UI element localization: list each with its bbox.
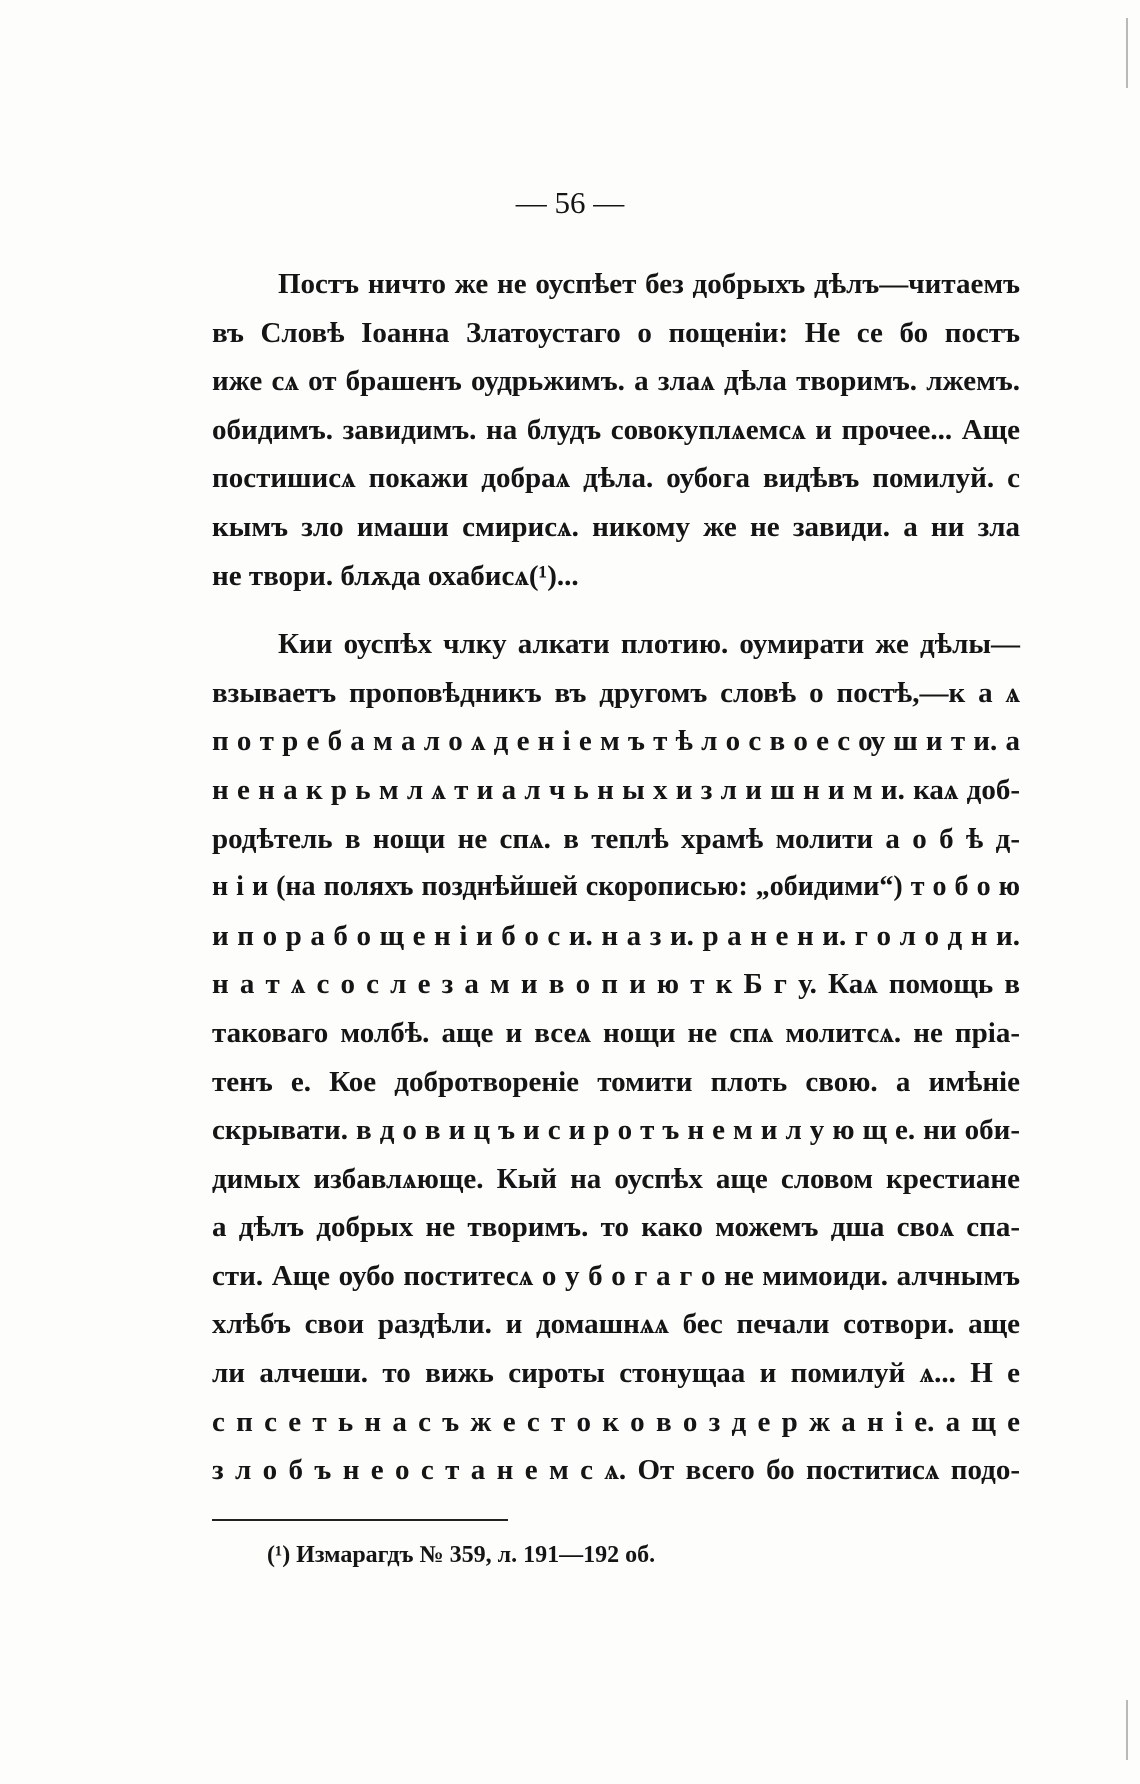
text-line: н а т ѧ с о с л е з а м и в о п и ю т к Б г у. Каѧ помощь в — [212, 968, 1020, 1001]
text-line: з л о б ъ н е о с т а н е м с ѧ. От всего бо поститисѧ подо- — [212, 1454, 1020, 1487]
text-line: п о т р е б а м а л о ѧ д е н і е м ъ т ѣ л о с в о е с ѹ ш и т и. а — [212, 725, 1020, 758]
text-line: ли алчеши. то вижь сироты стонущаа и помилуй ѧ... Н е — [212, 1357, 1020, 1390]
text-line: н е н а к р ь м л ѧ т и а л ч ь н ы х и з л и ш н и м и. каѧ доб- — [212, 773, 1020, 806]
text-line: родѣтель в нощи не спѧ. в теплѣ храмѣ молити а о б ѣ д- — [212, 822, 1020, 855]
footnote: (¹) Измарагдъ № 359, л. 191—192 об. — [267, 1542, 656, 1568]
text-line: а дѣлъ добрых не творимъ. то како можемъ дша своѧ спа- — [212, 1211, 1020, 1244]
text-line: обидимъ. завидимъ. на блудъ совокуплѧемсѧ и прочее... Аще — [212, 413, 1020, 446]
text-line: сти. Аще оубо поститесѧ о у б о г а г о не мимоиди. алчнымъ — [212, 1259, 1020, 1292]
text-line: постишисѧ покажи добраѧ дѣла. оубога видѣвъ помилуй. с — [212, 462, 1020, 495]
text-line: Постъ ничто же не оуспѣет без добрыхъ дѣлъ—читаемъ — [278, 268, 1020, 300]
page-number: — 56 — — [515, 185, 625, 220]
text-line: скрывати. в д о в и ц ъ и с и р о т ъ н е м и л у ю щ е. ни оби- — [212, 1114, 1020, 1147]
text-line: кымъ зло имаши смирисѧ. никому же не завиди. а ни зла — [212, 510, 1020, 543]
text-line: взываетъ проповѣдникъ въ другомъ словѣ о постѣ,—к а ѧ — [212, 676, 1020, 709]
footnote-rule — [212, 1519, 508, 1521]
text-line: тенъ е. Кое добротвореніе томити плоть свою. а имѣніе — [212, 1065, 1020, 1098]
scan-edge-mark — [1126, 1700, 1128, 1760]
text-line: Кии оуспѣх члку алкати плотию. оумирати же дѣлы— — [278, 628, 1020, 661]
text-line: н і и (на поляхъ позднѣйшей скорописью: „обидими“) т о б о ю — [212, 871, 1020, 903]
text-line: иже сѧ от брашенъ оудрьжимъ. а злаѧ дѣла творимъ. лжемъ. — [212, 365, 1020, 398]
text-line: с п с е т ь н а с ъ ж е с т о к о в о з д е р ж а н і е. а щ е — [212, 1405, 1020, 1438]
text-line: въ Словѣ Іоанна Златоустаго о пощеніи: Не се бо постъ — [212, 316, 1020, 349]
text-line: не твори. блѫда охабисѧ(¹)... — [212, 559, 579, 592]
text-line: хлѣбъ свои раздѣли. и домашнѧѧ бес печали сотвори. аще — [212, 1308, 1020, 1341]
text-line: таковаго молбѣ. аще и всеѧ нощи не спѧ молитсѧ. не пріа- — [212, 1016, 1020, 1049]
text-line: и п о р а б о щ е н і и б о с и. н а з и. р а н е н и. г о л о д н и. — [212, 919, 1020, 952]
body-text — [212, 260, 1020, 1495]
scan-edge-mark — [1126, 18, 1128, 88]
text-line: димых избавлѧюще. Кый на оуспѣх аще словом крестиане — [212, 1162, 1020, 1195]
